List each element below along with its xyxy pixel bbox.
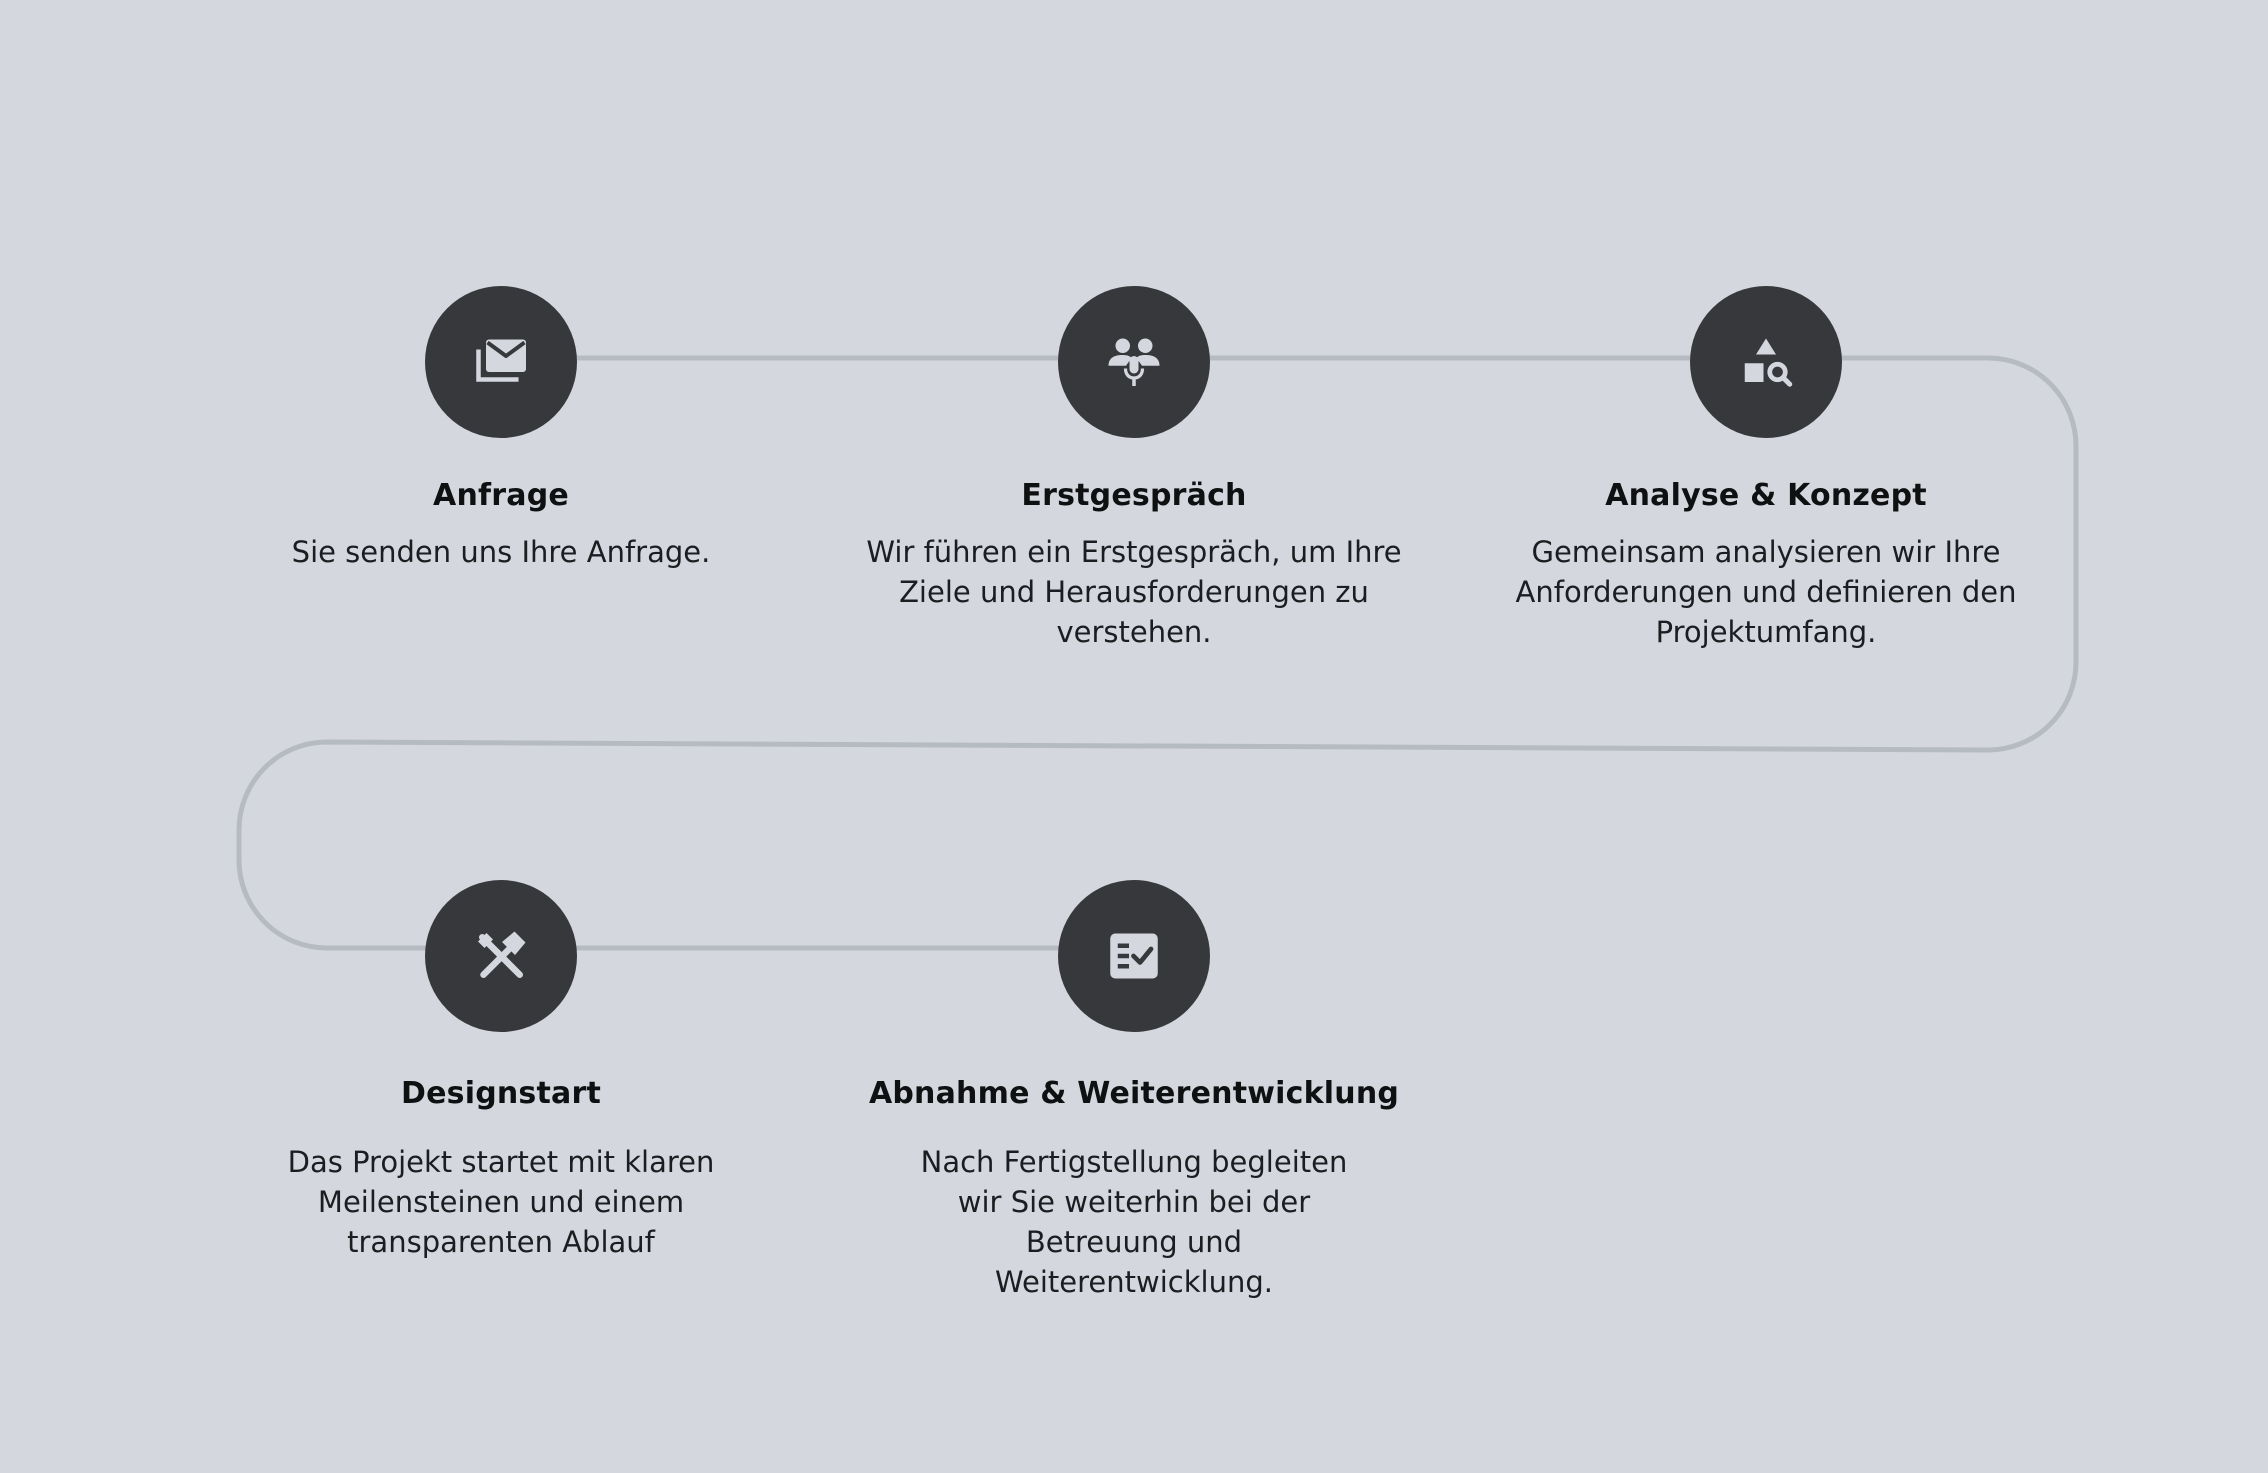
step-title: Analyse & Konzept	[1605, 478, 1927, 513]
step-erstgespraech	[834, 286, 1434, 652]
step-icon-circle	[425, 286, 577, 438]
step-title: Erstgespräch	[1021, 478, 1247, 513]
step-designstart	[201, 880, 801, 1262]
step-description: Das Projekt startet mit klaren Meilensteinen und einem transparenten Ablauf	[287, 1145, 715, 1259]
step-icon-circle	[425, 880, 577, 1032]
envelope-stack-icon	[471, 332, 531, 392]
hammer-wrench-icon	[471, 926, 531, 986]
step-icon-circle	[1690, 286, 1842, 438]
shapes-search-icon	[1736, 332, 1796, 392]
step-title: Anfrage	[433, 478, 569, 513]
step-description: Nach Fertigstellung begleiten wir Sie weiterhin bei der Betreuung und Weiterentwicklung.	[920, 1145, 1348, 1299]
checklist-icon	[1104, 926, 1164, 986]
step-title: Designstart	[401, 1076, 601, 1111]
step-icon-circle	[1058, 880, 1210, 1032]
step-description: Wir führen ein Erstgespräch, um Ihre Ziele und Herausforderungen zu verstehen.	[866, 535, 1402, 649]
step-anfrage	[201, 286, 801, 572]
step-analyse-konzept	[1466, 286, 2066, 652]
step-icon-circle	[1058, 286, 1210, 438]
step-description: Sie senden uns Ihre Anfrage.	[291, 535, 711, 569]
step-title: Abnahme & Weiterentwicklung	[868, 1076, 1400, 1111]
step-description: Gemeinsam analysieren wir Ihre Anforderungen und definieren den Projektumfang.	[1515, 535, 2017, 649]
people-microphone-icon	[1104, 332, 1164, 392]
step-abnahme-weiterentwicklung	[834, 880, 1434, 1302]
